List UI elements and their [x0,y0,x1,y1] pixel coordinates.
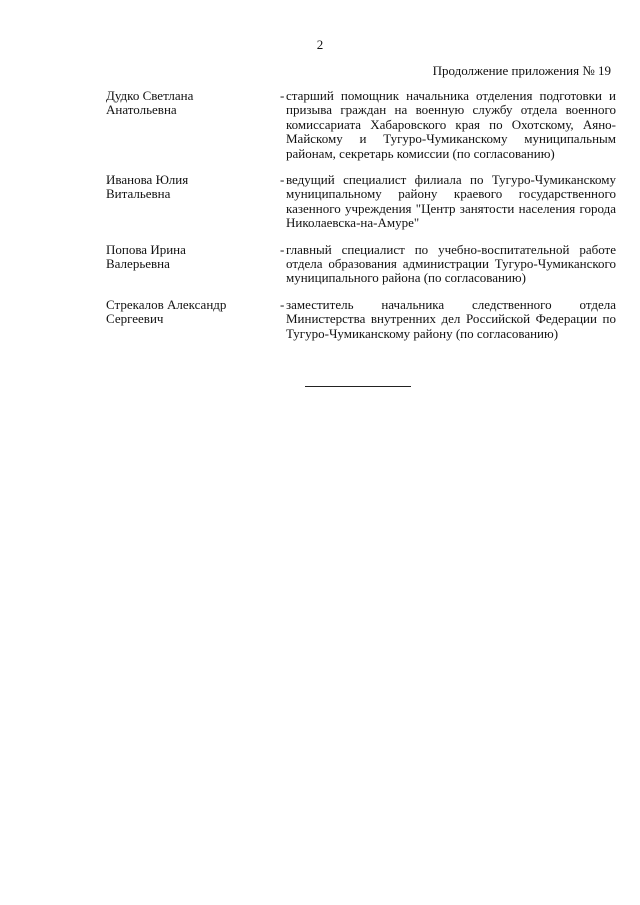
page-number: 2 [316,37,324,52]
member-name [106,89,266,118]
member-name [106,243,266,272]
member-surname-firstname: Стрекалов Александр [106,296,227,312]
member-role: главный специалист по учебно-воспитательной работе отдела образования администрации Тугуро-Чумиканского муниципального района (по согласованию) [286,241,616,286]
member-entry [106,89,616,161]
member-role: заместитель начальника следственного отдела Министерства внутренних дел Российской Федерации по Тугуро-Чумиканскому району (по согласованию) [286,296,616,341]
member-entry [106,298,616,341]
member-surname-firstname: Иванова Юлия [106,172,189,188]
member-surname-firstname: Попова Ирина [106,241,186,257]
dash-separator: - [280,296,285,312]
dash-separator: - [280,172,285,188]
closing-rule [305,386,411,387]
commission-member-list [106,89,616,341]
member-role: старший помощник начальника отделения подготовки и призыва граждан на военную службу отдела военного комиссариата Хабаровского края по Охотскому, Аяно-Майскому и Тугуро-Чумиканскому муниципальным районам, секретарь комиссии (по согласованию) [286,88,616,161]
dash-separator: - [280,88,285,103]
member-patronymic: Валерьевна [106,256,170,272]
dash-separator: - [280,241,285,257]
member-patronymic: Сергеевич [106,311,164,327]
continuation-header: Продолжение приложения № 19 [432,63,611,78]
member-entry [106,243,616,286]
member-name [106,173,266,202]
member-entry [106,173,616,231]
member-role: ведущий специалист филиала по Тугуро-Чумиканскому муниципальному району краевого государственного казенного учреждения "Центр занятости населения города Николаевска-на-Амуре" [286,172,616,231]
member-name [106,298,266,327]
member-patronymic: Анатольевна [106,102,177,118]
member-patronymic: Витальевна [106,186,171,202]
member-surname-firstname: Дудко Светлана [106,88,194,103]
